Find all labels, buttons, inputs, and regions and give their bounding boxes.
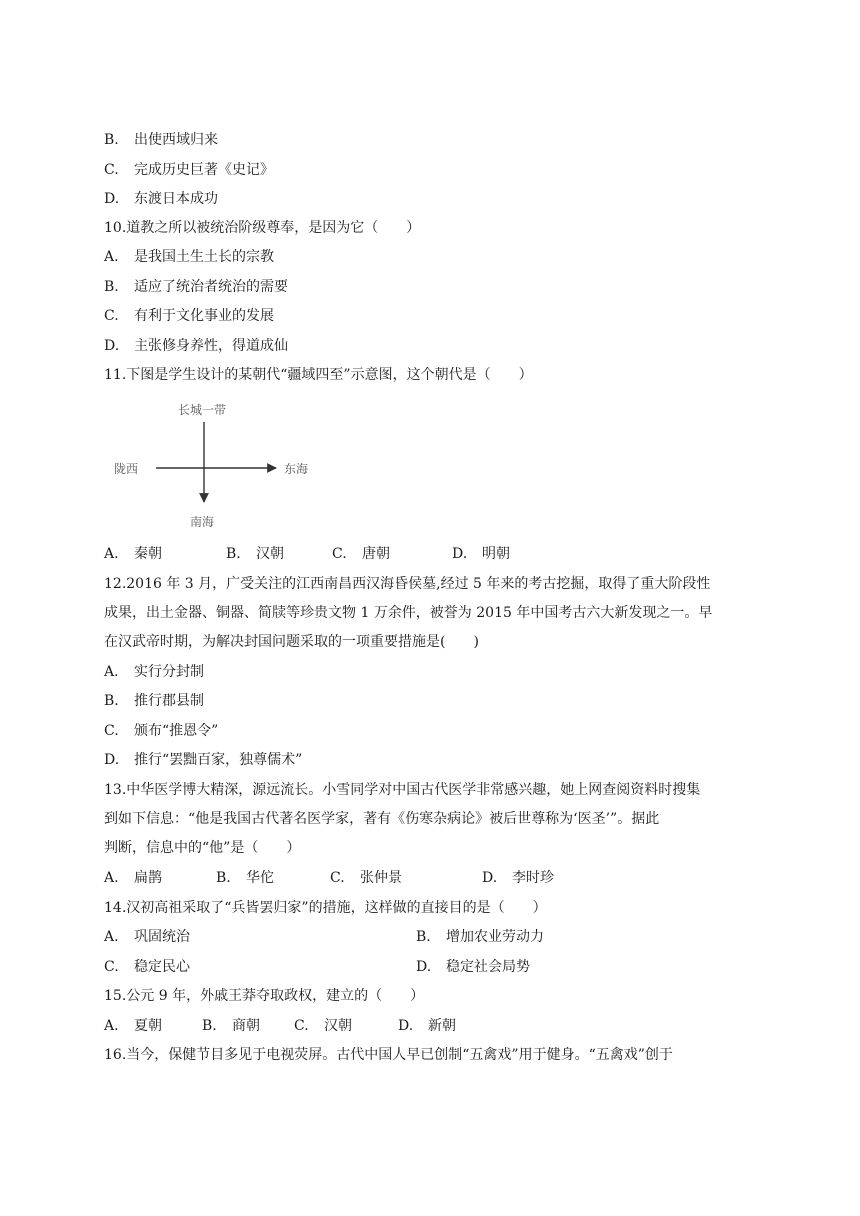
q9-option-d bbox=[104, 189, 218, 209]
q10-option-b bbox=[104, 277, 288, 297]
option-text: 李时珍 bbox=[512, 870, 554, 886]
q11-options bbox=[104, 544, 604, 564]
q14-option-d bbox=[416, 957, 530, 977]
option-text: 秦朝 bbox=[134, 546, 162, 562]
q13-option-a bbox=[104, 868, 162, 888]
territory-diagram-svg bbox=[104, 398, 344, 532]
option-key: B. bbox=[104, 132, 119, 148]
option-key: A. bbox=[104, 929, 119, 945]
q12-stem-line-2: 成果，出土金器、铜器、简牍等珍贵文物 1 万余件，被誉为 2015 年中国考古六大新发现之一。早 bbox=[104, 605, 713, 621]
option-key: A. bbox=[104, 1018, 119, 1034]
option-text: 汉朝 bbox=[324, 1018, 352, 1034]
option-key: C. bbox=[104, 308, 119, 324]
q15-stem: 15.公元 9 年，外戚王莽夺取政权，建立的（ ） bbox=[104, 988, 425, 1004]
option-text: 新朝 bbox=[428, 1018, 456, 1034]
q11-option-d bbox=[452, 544, 510, 564]
option-text: 完成历史巨著《史记》 bbox=[134, 162, 274, 178]
q9-option-c bbox=[104, 160, 274, 180]
option-text: 商朝 bbox=[232, 1018, 260, 1034]
q11-option-b bbox=[226, 544, 284, 564]
q13-stem-line-3: 判断，信息中的“他”是（ ） bbox=[104, 840, 301, 856]
option-text: 巩固统治 bbox=[134, 929, 190, 945]
label-west: 陇西 bbox=[114, 462, 139, 476]
option-text: 适应了统治者统治的需要 bbox=[134, 279, 288, 295]
q15-option-b bbox=[202, 1016, 260, 1036]
option-text: 是我国土生土长的宗教 bbox=[134, 249, 274, 265]
q13-option-b bbox=[216, 868, 274, 888]
option-key: D. bbox=[104, 191, 120, 207]
option-text: 明朝 bbox=[482, 546, 510, 562]
territory-diagram bbox=[104, 398, 344, 532]
label-south: 南海 bbox=[190, 515, 215, 529]
option-key: A. bbox=[104, 249, 119, 265]
option-text: 推行“罢黜百家，独尊儒术” bbox=[134, 752, 303, 768]
option-key: D. bbox=[482, 870, 498, 886]
option-key: B. bbox=[416, 929, 431, 945]
option-text: 扁鹊 bbox=[134, 870, 162, 886]
q13-stem-line-1: 13.中华医学博大精深，源远流长。小雪同学对中国古代医学非常感兴趣，她上网查阅资料时搜集 bbox=[104, 782, 701, 798]
option-key: C. bbox=[332, 546, 347, 562]
option-text: 稳定社会局势 bbox=[446, 959, 530, 975]
option-key: C. bbox=[330, 870, 345, 886]
option-text: 推行郡县制 bbox=[134, 693, 204, 709]
option-key: D. bbox=[416, 959, 432, 975]
q14-option-c bbox=[104, 957, 190, 977]
q13-stem-line-2: 到如下信息：“他是我国古代著名医学家，著有《伤寒杂病论》被后世尊称为‘医圣’”。据此 bbox=[104, 811, 660, 827]
option-text: 有利于文化事业的发展 bbox=[134, 308, 274, 324]
option-text: 东渡日本成功 bbox=[134, 191, 218, 207]
q11-option-a bbox=[104, 544, 162, 564]
q14-options-row-1 bbox=[104, 927, 604, 947]
option-text: 增加农业劳动力 bbox=[446, 929, 544, 945]
q10-option-a bbox=[104, 247, 274, 267]
q12-option-d bbox=[104, 750, 302, 770]
q10-option-c bbox=[104, 306, 274, 326]
q12-option-b bbox=[104, 691, 204, 711]
q14-option-b bbox=[416, 927, 544, 947]
q15-options bbox=[104, 1016, 504, 1036]
q15-option-c bbox=[294, 1016, 352, 1036]
option-key: C. bbox=[104, 162, 119, 178]
q12-option-a bbox=[104, 662, 204, 682]
option-key: C. bbox=[104, 723, 119, 739]
option-key: A. bbox=[104, 546, 119, 562]
option-key: A. bbox=[104, 870, 119, 886]
option-text: 稳定民心 bbox=[134, 959, 190, 975]
q11-option-c bbox=[332, 544, 390, 564]
q13-option-d bbox=[482, 868, 554, 888]
option-text: 汉朝 bbox=[256, 546, 284, 562]
q13-option-c bbox=[330, 868, 402, 888]
option-key: D. bbox=[452, 546, 468, 562]
option-text: 实行分封制 bbox=[134, 664, 204, 680]
option-key: D. bbox=[104, 752, 120, 768]
q13-options bbox=[104, 868, 604, 888]
option-text: 夏朝 bbox=[134, 1018, 162, 1034]
option-key: D. bbox=[104, 338, 120, 354]
option-text: 主张修身养性，得道成仙 bbox=[134, 338, 288, 354]
q9-option-b bbox=[104, 130, 218, 150]
option-key: C. bbox=[104, 959, 119, 975]
option-key: B. bbox=[202, 1018, 217, 1034]
q12-stem-line-3: 在汉武帝时期，为解决封国问题采取的一项重要措施是( ) bbox=[104, 634, 479, 650]
q11-stem: 11.下图是学生设计的某朝代“疆域四至”示意图，这个朝代是（ ） bbox=[104, 367, 533, 383]
option-key: C. bbox=[294, 1018, 309, 1034]
option-key: D. bbox=[398, 1018, 414, 1034]
q15-option-a bbox=[104, 1016, 162, 1036]
option-key: B. bbox=[104, 693, 119, 709]
label-east: 东海 bbox=[284, 462, 309, 476]
q10-option-d bbox=[104, 336, 288, 356]
option-key: B. bbox=[216, 870, 231, 886]
option-key: B. bbox=[226, 546, 241, 562]
label-north: 长城一带 bbox=[178, 403, 227, 417]
option-text: 华佗 bbox=[246, 870, 274, 886]
q15-option-d bbox=[398, 1016, 456, 1036]
q14-stem: 14.汉初高祖采取了“兵皆罢归家”的措施，这样做的直接目的是（ ） bbox=[104, 900, 547, 916]
q14-option-a bbox=[104, 927, 190, 947]
option-text: 出使西域归来 bbox=[134, 132, 218, 148]
option-text: 唐朝 bbox=[362, 546, 390, 562]
option-key: A. bbox=[104, 664, 119, 680]
option-text: 张仲景 bbox=[360, 870, 402, 886]
q10-stem: 10.道教之所以被统治阶级尊奉，是因为它（ ） bbox=[104, 220, 421, 236]
option-text: 颁布“推恩令” bbox=[134, 723, 219, 739]
q16-stem: 16.当今，保健节目多见于电视荧屏。古代中国人早已创制“五禽戏”用于健身。“五禽戏”创于 bbox=[104, 1047, 673, 1063]
option-key: B. bbox=[104, 279, 119, 295]
q12-stem-line-1: 12.2016 年 3 月，广受关注的江西南昌西汉海昏侯墓,经过 5 年来的考古挖掘，取得了重大阶段性 bbox=[104, 576, 711, 592]
q12-option-c bbox=[104, 721, 218, 741]
q14-options-row-2 bbox=[104, 957, 604, 977]
